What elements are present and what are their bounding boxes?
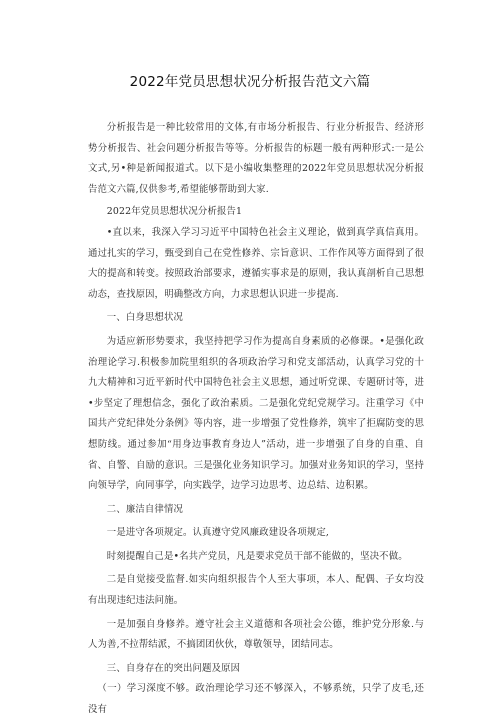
problem-paragraph-1: （一）学习深度不够。政治理论学习还不够深入，不够系统，只学了皮毛,还没有 [88,683,424,716]
document-body [88,118,424,721]
report-heading: 2022年党员思想状况分析报告1 [106,206,243,218]
integrity-paragraph-3: 二是自觉接受监督.如实向组织报告个人至大事项，本人、配偶、子女均没有出现违纪违法问施。 [88,574,424,607]
integrity-paragraph-1: 一是进守各项规定。认真遵守党风廉政建设各项规定, [106,527,330,539]
intro-paragraph: 分析报告是一种比较常用的文体,有市场分析报告、行业分析报告、经济形势分析报告、社会问题分析报告等等。分析报告的标题一般有两种形式:一是公文式,另•种是新闻报道式。以下是小编收集整理的2022年党员思想状况分析报告范文六篇,仅供参考,希望能够帮助到大家. [88,122,424,195]
section-heading-1: 一、白身思想状况 [106,312,183,324]
integrity-paragraph-4: 一是加强自身修养。遵守社会主义道德和各项社会公德，维护党分形象.与人为善,不拉帮结派，不搞团团伙伙，尊敬领导，团结同志。 [88,618,424,651]
section-heading-2: 二、廉洁自律情况 [106,503,183,515]
integrity-paragraph-2: 时刻提醒自己是•名共产党员，凡是要求党员干部不能做的，坚决不做。 [106,550,408,562]
opening-paragraph: •直以来，我深入学习习近平中国特色社会主义理论，做到真学真信真用。通过扎实的学习，甄受到自己在党性修养、宗旨意识、工作作风等方面得到了很大的提高和转变。按照政治部要求，遵循实事求是的原则，我认真剖析自己思想动态，查找原因，明确整改方向，力求思想认识进一步提高. [88,226,424,300]
section-paragraph-1: 为适应新形势要求，我坚持把学习作为提高自身素质的必修课。•是强化政治理论学习.积极参加院里组织的各项政治学习和党支部活动，认真学习党的十九大精神和习近平新时代中国特色社会主义思想，通过听党课、专题研讨等，进•步坚定了理想信念，强化了政治素质。二是强化党纪党规学习。注重学习《中国共产党纪律处分条例》等内容，进一步增强了党性修养，筑牢了拒腐防变的思想防线。通过参加“用身边事教育身边人”活动，进一步增强了自身的自重、自省、自警、自励的意识。三是强化业务知识学习。加强对业务知识的学习，坚持向领导学，向同事学，向实践学，边学习边思考、边总结、边积累。 [88,335,424,492]
document-title: 2022年党员思想状况分析报告范文六篇 [129,74,371,90]
section-heading-3: 三、自身存在的突出问题及原因 [106,662,241,674]
